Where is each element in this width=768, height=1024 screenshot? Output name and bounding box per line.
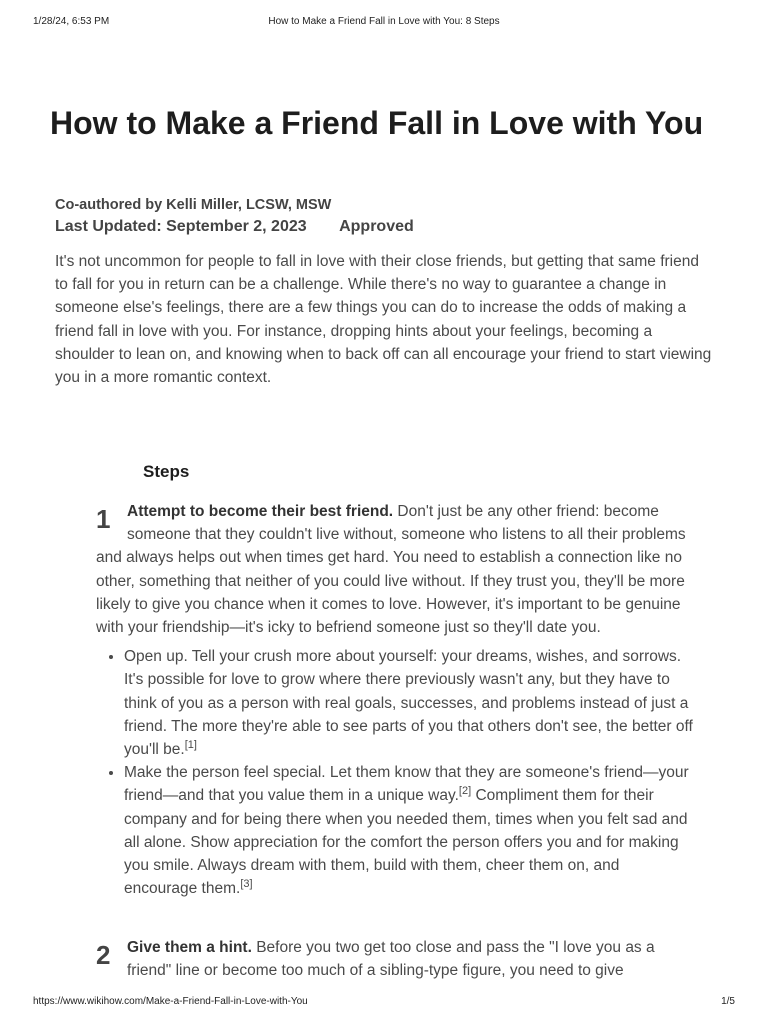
citation-link[interactable]: [1] <box>184 738 197 751</box>
citation-link[interactable]: [2] <box>458 785 472 798</box>
bullet-text: Compliment them for their company and for being there when you needed them, times when you felt sad and all alone. Show appreciation for the comfort the person offers you and for making you smile. Always dream with them, build with them, cheer them on, and encourage them. <box>124 787 688 898</box>
article-intro: It's not uncommon for people to fall in love with their close friends, but getting that same friend to fall for you in return can be a challenge. While there's no way to guarantee a change in someone else's feelings, there are a few things you can do to increase the odds of making a friend fall in love with you. For instance, dropping hints about your feelings, becoming a shoulder to lean on, and knowing when to back off can all encourage your friend to start viewing you in a more romantic context. <box>55 253 712 387</box>
print-page-title: How to Make a Friend Fall in Love with You: 8 Steps <box>268 16 500 27</box>
article-byline: Co-authored by Kelli Miller, LCSW, MSW <box>55 197 332 213</box>
step-1 <box>96 500 696 900</box>
step-text: Don't just be any other friend: become someone that they couldn't live without, someone who listens to all their problems and always helps out when times get hard. You need to establish a connection like no other, something that neither of you could live without. If they trust you, they'll be more likely to give you chance when it comes to love. However, it's important to be genuine with your friendship—it's icky to befriend someone just so they'll date you. <box>96 503 686 637</box>
bullet-text: Make the person feel special. Let them know that they are someone's friend—your friend—and that you value them in a unique way. <box>124 764 689 805</box>
step-bullet-list <box>96 645 696 900</box>
step-body <box>96 500 696 639</box>
step-lead: Attempt to become their best friend. <box>127 503 394 520</box>
step-2 <box>96 936 696 982</box>
bullet-text: Open up. Tell your crush more about yourself: your dreams, wishes, and sorrows. It's possible for love to grow where there previously wasn't any, but they have to think of you as a person with real goals, successes, and problems instead of just a friend. The more they're able to see parts of you that others don't see, the better off you'll be. <box>124 648 693 759</box>
steps-heading: Steps <box>143 462 190 481</box>
list-item <box>124 645 696 761</box>
article-meta <box>55 218 414 236</box>
citation-link[interactable]: [3] <box>240 878 253 891</box>
step-text: Before you two get too close and pass the "I love you as a friend" line or become too much of a sibling-type figure, you need to give <box>127 939 655 980</box>
list-item <box>124 761 696 900</box>
print-date: 1/28/24, 6:53 PM <box>33 16 110 27</box>
print-url: https://www.wikihow.com/Make-a-Friend-Fall-in-Love-with-You <box>33 996 308 1007</box>
step-number: 2 <box>96 940 111 970</box>
step-lead: Give them a hint. <box>127 939 252 956</box>
page-number: 1/5 <box>721 996 735 1007</box>
last-updated: Last Updated: September 2, 2023 <box>55 218 307 235</box>
step-body <box>96 936 696 982</box>
approved-badge: Approved <box>339 218 414 235</box>
article-title: How to Make a Friend Fall in Love with You <box>50 105 704 141</box>
step-number: 1 <box>96 504 111 534</box>
